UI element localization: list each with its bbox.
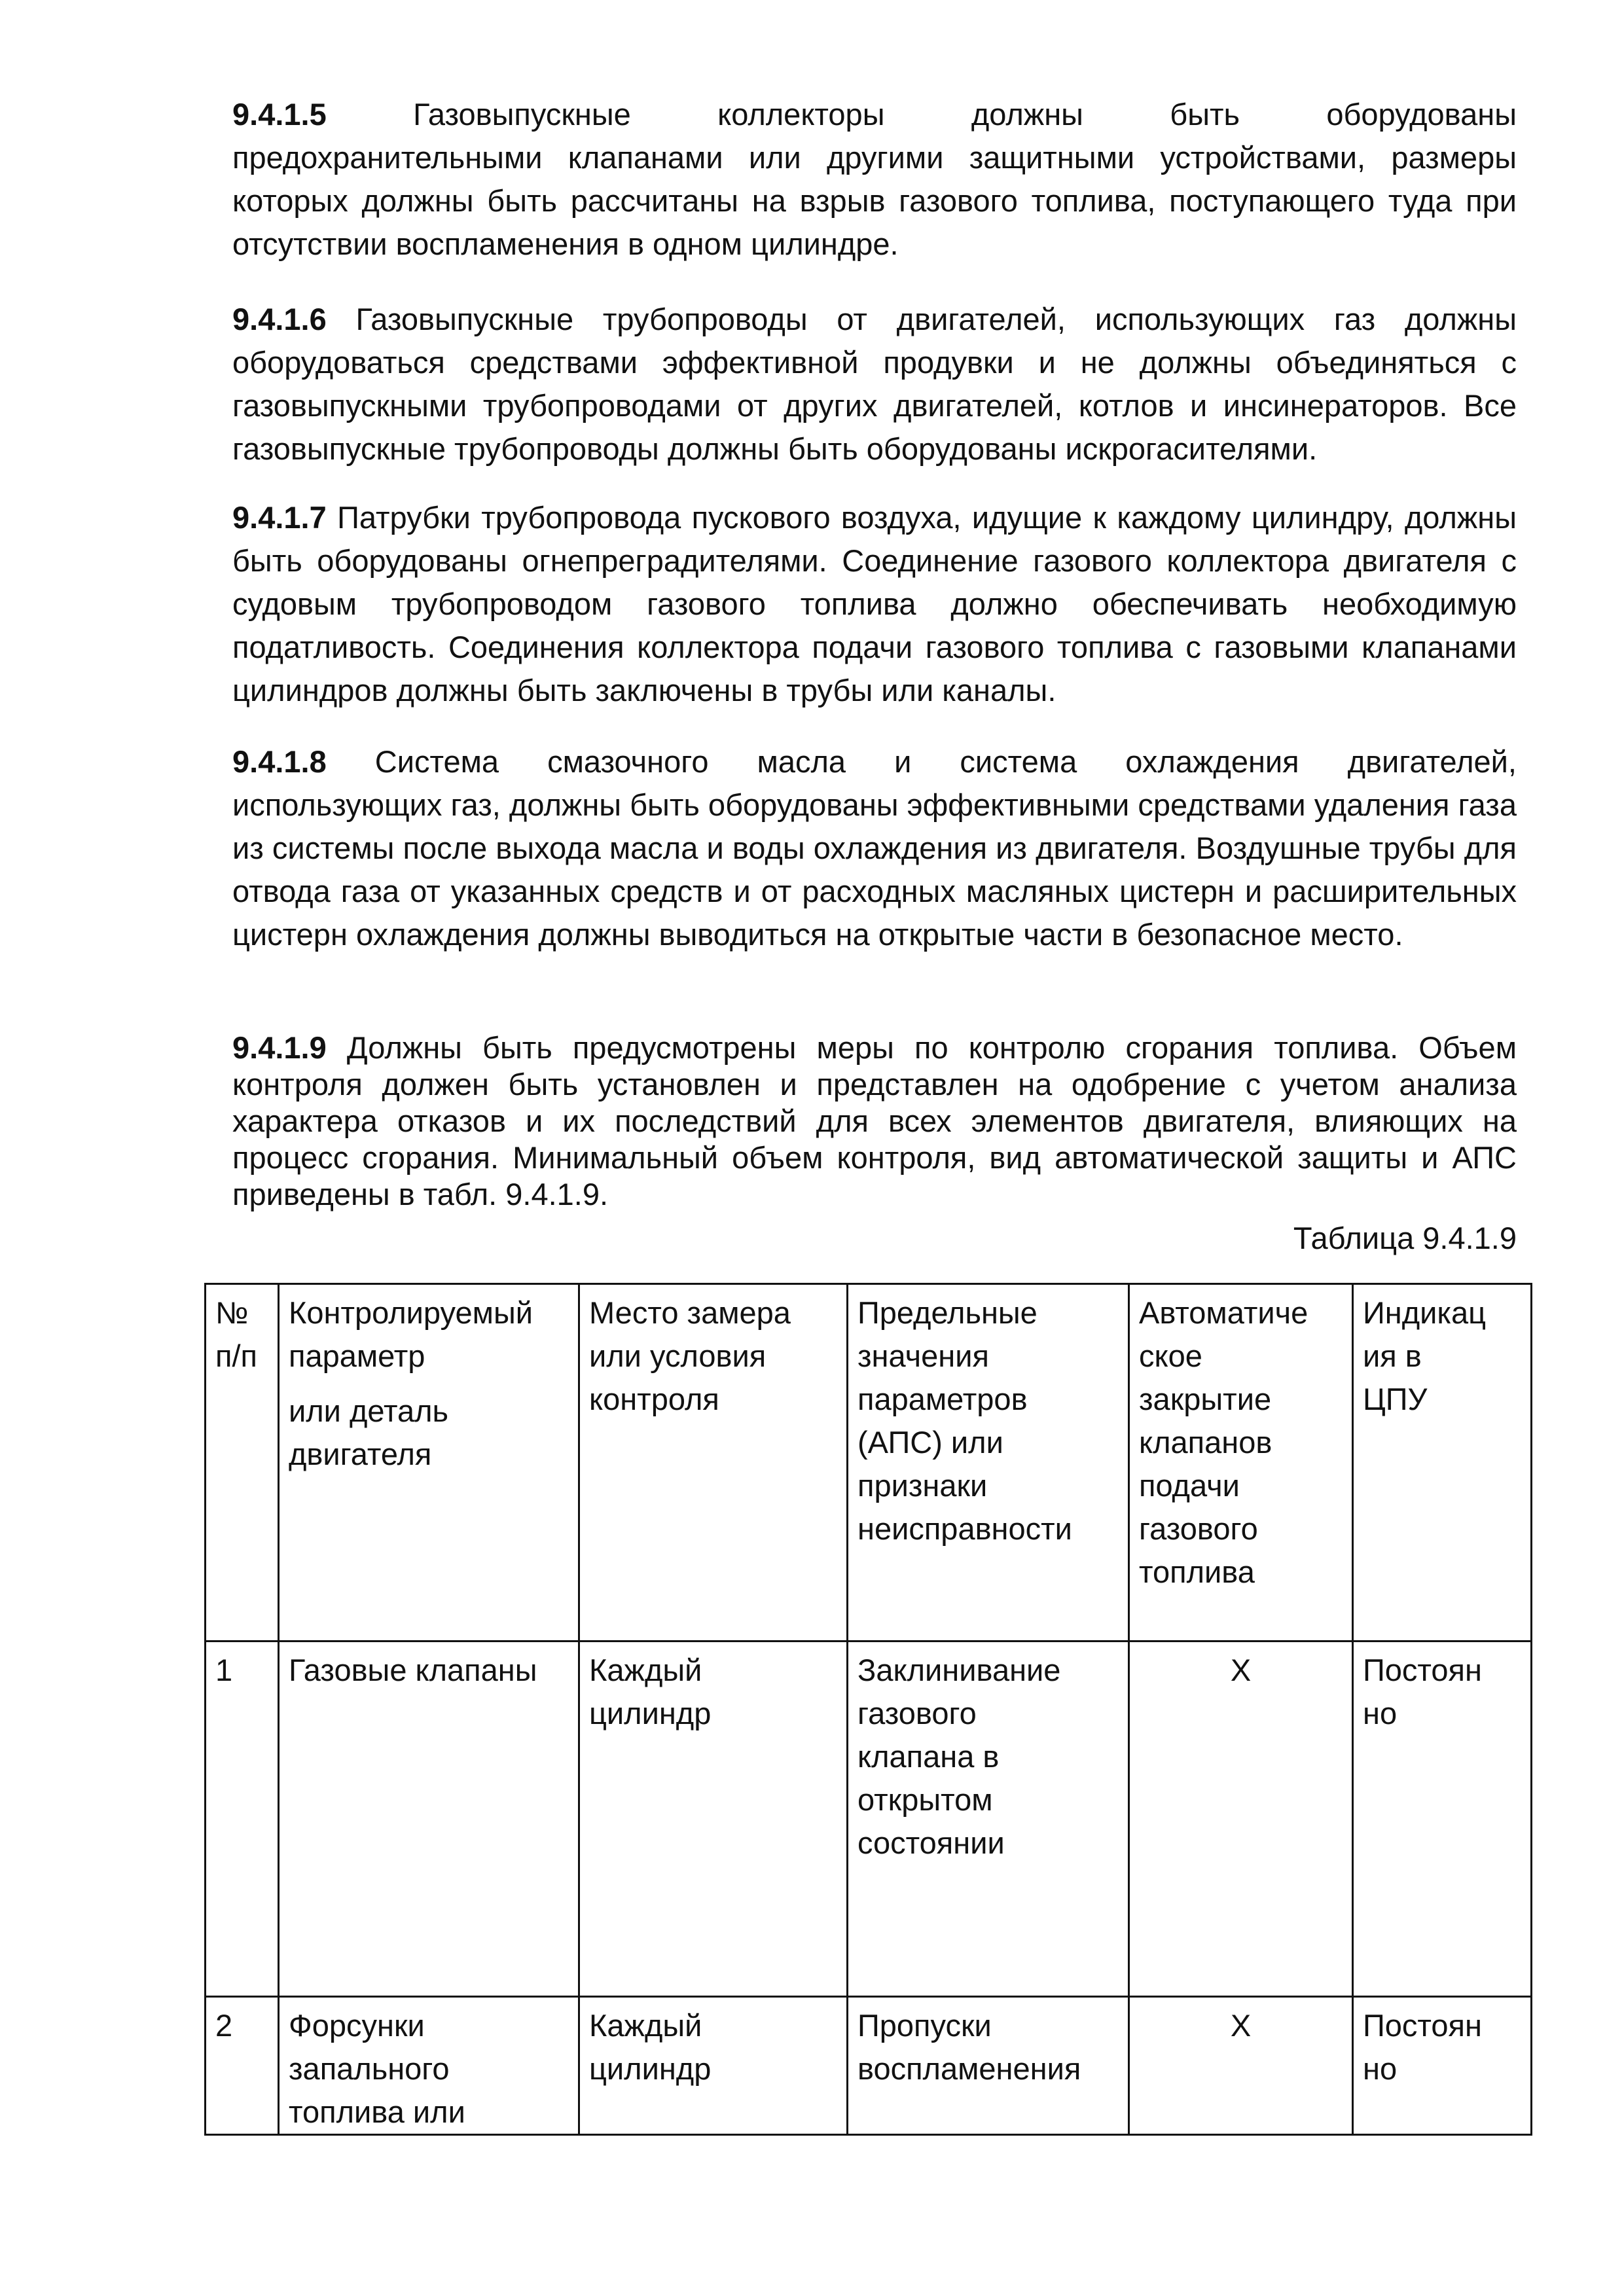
header-cell-parameter: Контролируемый параметр или деталь двигателя — [279, 1284, 579, 1641]
cell-parameter: Газовые клапаны — [279, 1641, 579, 1997]
table-header-row — [206, 1284, 1532, 1641]
cell-parameter: Форсунки запального топлива или — [279, 1997, 579, 2135]
clause-number: 9.4.1.7 — [232, 500, 327, 535]
clause-number: 9.4.1.6 — [232, 302, 327, 336]
paragraph-text: Газовыпускные коллекторы должны быть оборудованы — [413, 97, 1517, 132]
table-row — [206, 1641, 1532, 1997]
paragraph-text: Система смазочного масла и система охлаждения двигателей, — [374, 744, 1517, 779]
cell-place: Каждый цилиндр — [579, 1997, 848, 2135]
paragraph-first-line — [232, 93, 1517, 136]
paragraph-text: использующих газ, должны быть оборудованы эффективными средствами удаления газа из системы после выхода масла и воды охлаждения из двигателя. Воздушные трубы для отвода газа от указанных средств и от расходных масляных цистерн и расширительных цистерн охлаждения должны выводиться на открытые части в безопасное место. — [232, 787, 1517, 952]
header-cell-number: № п/п — [206, 1284, 279, 1641]
clause-number: 9.4.1.8 — [232, 744, 327, 779]
paragraph-9-4-1-8 — [232, 740, 1517, 956]
paragraph-9-4-1-5 — [232, 93, 1517, 266]
header-cell-auto-close: Автоматиче ское закрытие клапанов подачи газового топлива — [1129, 1284, 1353, 1641]
cell-place: Каждый цилиндр — [579, 1641, 848, 1997]
paragraph-text: Газовыпускные трубопроводы от двигателей, использующих газ должны оборудоваться средствами эффективной продувки и не должны объединяться с газовыпускными трубопроводами от других двигателей, котлов и инсинераторов. Все газовыпускные трубопроводы должны быть оборудованы искрогасителями. — [232, 302, 1517, 466]
header-cell-indication: Индикац ия в ЦПУ — [1353, 1284, 1532, 1641]
header-cell-place: Место замера или условия контроля — [579, 1284, 848, 1641]
cell-limits: Заклинивание газового клапана в открытом состоянии — [848, 1641, 1129, 1997]
paragraph-9-4-1-6 — [232, 298, 1517, 471]
cell-number: 2 — [206, 1997, 279, 2135]
paragraph-9-4-1-9 — [232, 1030, 1517, 1213]
header-cell-limits: Предельные значения параметров (АПС) или признаки неисправности — [848, 1284, 1129, 1641]
control-table — [204, 1283, 1532, 2136]
clause-number: 9.4.1.5 — [232, 97, 327, 132]
cell-auto-close: X — [1129, 1997, 1353, 2135]
cell-indication: Постоян но — [1353, 1997, 1532, 2135]
table-caption: Таблица 9.4.1.9 — [1293, 1221, 1517, 1255]
paragraph-text: Должны быть предусмотрены меры по контролю сгорания топлива. Объем контроля должен быть установлен и представлен на одобрение с учетом анализа характера отказов и их последствий для всех элементов двигателя, влияющих на процесс сгорания. Минимальный объем контроля, вид автоматической защиты и АПС приведены в табл. 9.4.1.9. — [232, 1030, 1517, 1211]
cell-number: 1 — [206, 1641, 279, 1997]
cell-auto-close: X — [1129, 1641, 1353, 1997]
cell-limits: Пропуски воспламенения — [848, 1997, 1129, 2135]
cell-indication: Постоян но — [1353, 1641, 1532, 1997]
paragraph-text: Патрубки трубопровода пускового воздуха, идущие к каждому цилиндру, должны быть оборудованы огнепреградителями. Соединение газового коллектора двигателя с судовым трубопроводом газового топлива должно обеспечивать необходимую податливость. Соединения коллектора подачи газового топлива с газовыми клапанами цилиндров должны быть заключены в трубы или каналы. — [232, 500, 1517, 708]
table-row — [206, 1997, 1532, 2135]
paragraph-first-line — [232, 740, 1517, 783]
paragraph-9-4-1-7 — [232, 496, 1517, 712]
clause-number: 9.4.1.9 — [232, 1030, 327, 1065]
paragraph-text: предохранительными клапанами или другими защитными устройствами, размеры которых должны быть рассчитаны на взрыв газового топлива, поступающего туда при отсутствии воспламенения в одном цилиндре. — [232, 140, 1517, 261]
